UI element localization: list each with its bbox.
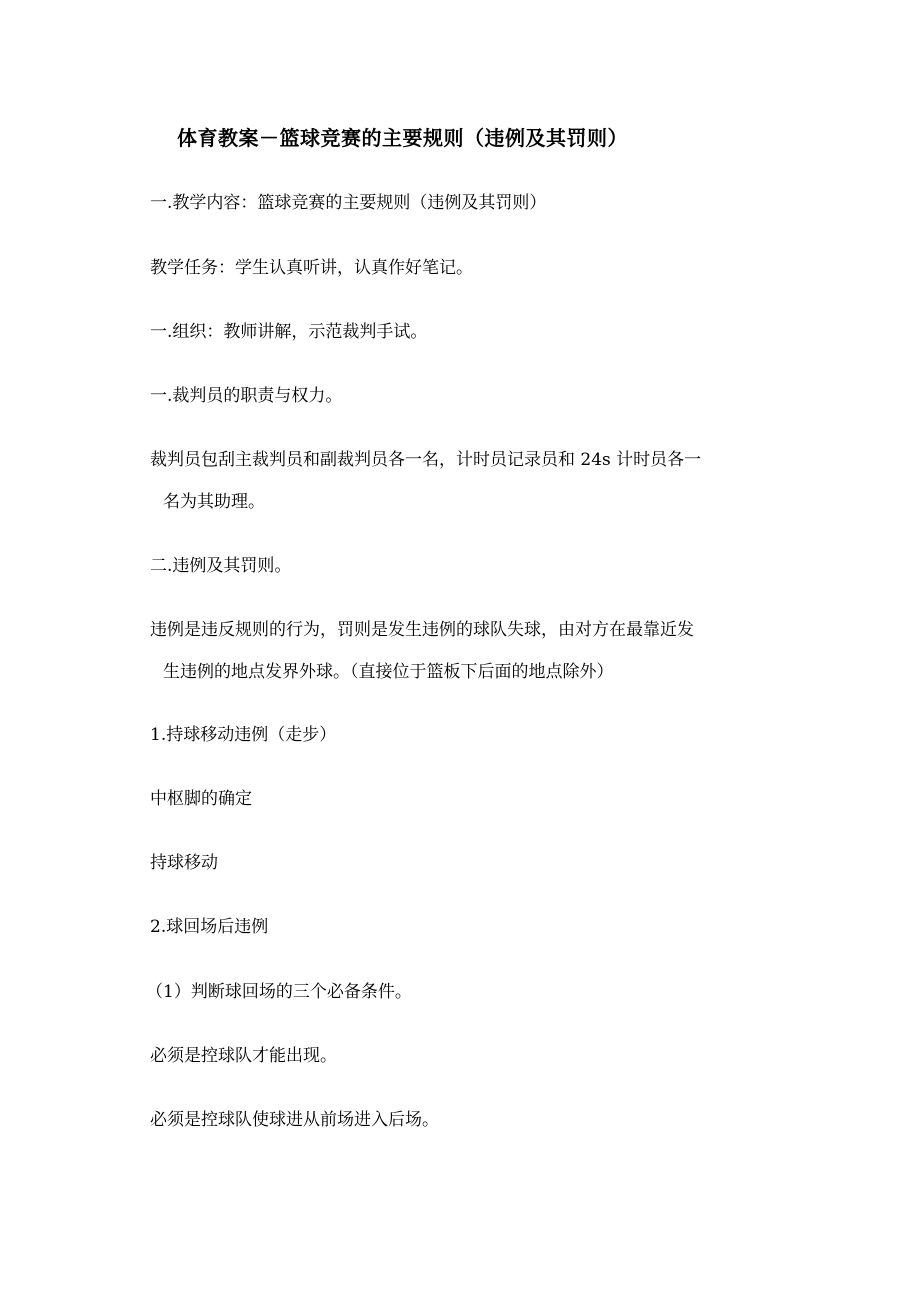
document-title: 体育教案－篮球竞赛的主要规则（违例及其罚则） [177, 126, 628, 150]
paragraph-violation-definition [150, 620, 750, 682]
paragraph-line-continued: 生违例的地点发界外球。（直接位于篮板下后面的地点除外） [163, 662, 614, 682]
paragraph-organization: 一.组织：教师讲解，示范裁判手试。 [150, 322, 428, 342]
paragraph-three-conditions: （1）判断球回场的三个必备条件。 [146, 982, 412, 1002]
paragraph-moving-with-ball: 持球移动 [150, 853, 218, 873]
paragraph-teaching-content: 一.教学内容：篮球竞赛的主要规则（违例及其罚则） [150, 193, 547, 213]
paragraph-condition-frontcourt: 必须是控球队使球进从前场进入后场。 [150, 1110, 439, 1130]
paragraph-pivot-foot: 中枢脚的确定 [150, 789, 252, 809]
heading-violations-penalties: 二.违例及其罚则。 [150, 556, 292, 576]
paragraph-line: 违例是违反规则的行为，罚则是发生违例的球队失球，由对方在最靠近发 [150, 620, 694, 640]
heading-referee-duties: 一.裁判员的职责与权力。 [150, 386, 343, 406]
paragraph-line: 裁判员包刮主裁判员和副裁判员各一名，计时员记录员和 24s 计时员各一 [150, 450, 702, 470]
heading-traveling-violation: 1.持球移动违例（走步） [150, 725, 337, 745]
paragraph-line-continued: 名为其助理。 [163, 492, 265, 512]
paragraph-condition-control: 必须是控球队才能出现。 [150, 1046, 337, 1066]
heading-backcourt-violation: 2.球回场后违例 [150, 917, 269, 937]
paragraph-referee-composition [150, 450, 750, 512]
paragraph-teaching-task: 教学任务：学生认真听讲，认真作好笔记。 [150, 258, 473, 278]
